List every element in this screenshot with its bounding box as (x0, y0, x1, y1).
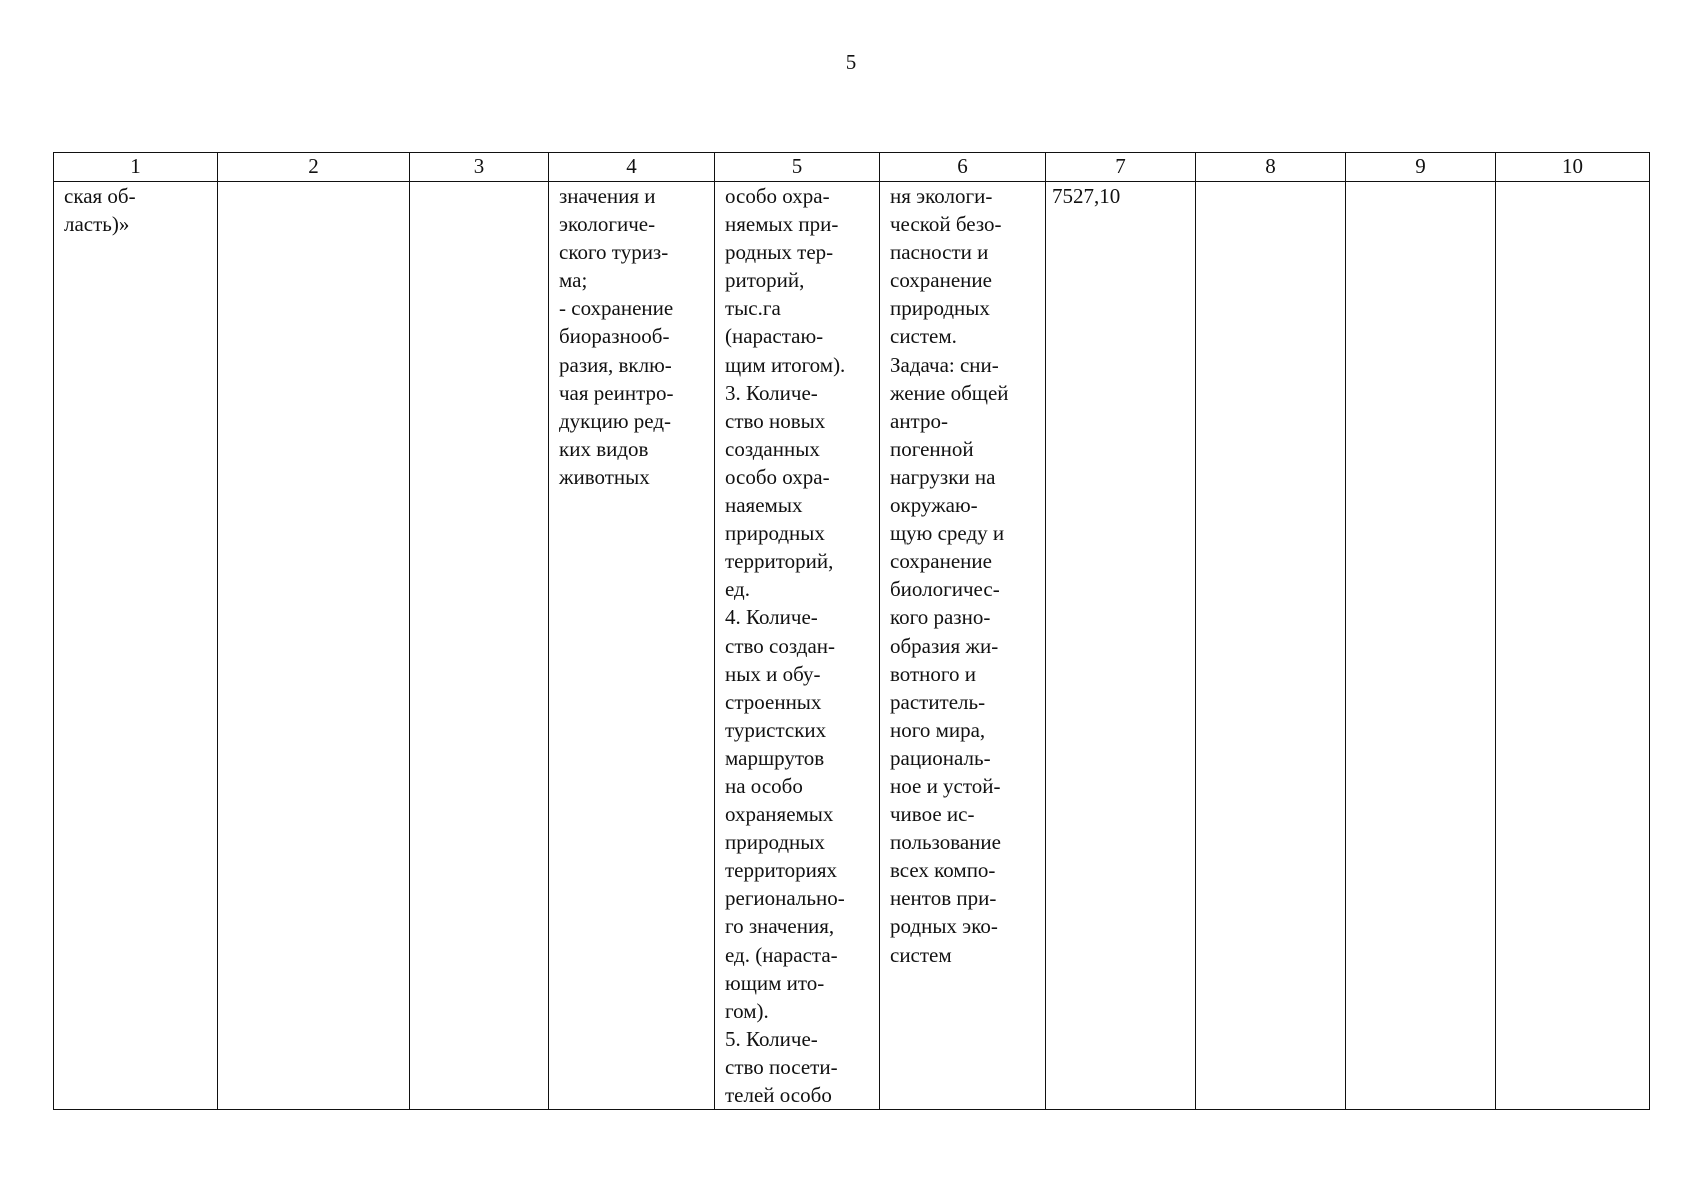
table-cell-col-6: ня экологи- ческой безо- пасности и сохранение природных систем. Задача: сни- жение общей антро- погенной нагрузки на окружаю- щую среду и сохранение биологичес- кого разно- образия жи- вотного и раститель- ного мира, рациональ- ное и устой- чивое ис- пользование всех компо- нентов при- родных эко- систем (880, 182, 1046, 1110)
table-cell-col-7: 7527,10 (1046, 182, 1196, 1110)
column-header-3: 3 (410, 153, 549, 182)
page-number: 5 (845, 50, 857, 74)
table-cell-col-3 (410, 182, 549, 1110)
table-cell-col-2 (218, 182, 410, 1110)
table-cell-col-1: ская об- ласть)» (54, 182, 218, 1110)
table-cell-col-8 (1196, 182, 1346, 1110)
column-header-10: 10 (1496, 153, 1650, 182)
table-cell-col-4: значения и экологиче- ского туриз- ма; - сохранение биоразнооб- разия, вклю- чая реинтро- дукцию ред- ких видов животных (549, 182, 715, 1110)
column-header-5: 5 (715, 153, 880, 182)
column-header-6: 6 (880, 153, 1046, 182)
column-header-9: 9 (1346, 153, 1496, 182)
table-cell-col-10 (1496, 182, 1650, 1110)
column-header-7: 7 (1046, 153, 1196, 182)
data-table (53, 152, 1650, 1110)
table-cell-col-5: особо охра- няемых при- родных тер- риторий, тыс.га (нарастаю- щим итогом). 3. Количе- ство новых созданных особо охра- наяемых природных территорий, ед. 4. Количе- ство создан- ных и обу- строенных туристских маршрутов на особо охраняемых природных территориях регионально- го значения, ед. (нараста- ющим ито- гом). 5. Количе- ство посети- телей особо (715, 182, 880, 1110)
header-row (54, 153, 1650, 182)
column-header-8: 8 (1196, 153, 1346, 182)
column-header-2: 2 (218, 153, 410, 182)
table-row (54, 182, 1650, 1110)
table-cell-col-9 (1346, 182, 1496, 1110)
column-header-1: 1 (54, 153, 218, 182)
column-header-4: 4 (549, 153, 715, 182)
